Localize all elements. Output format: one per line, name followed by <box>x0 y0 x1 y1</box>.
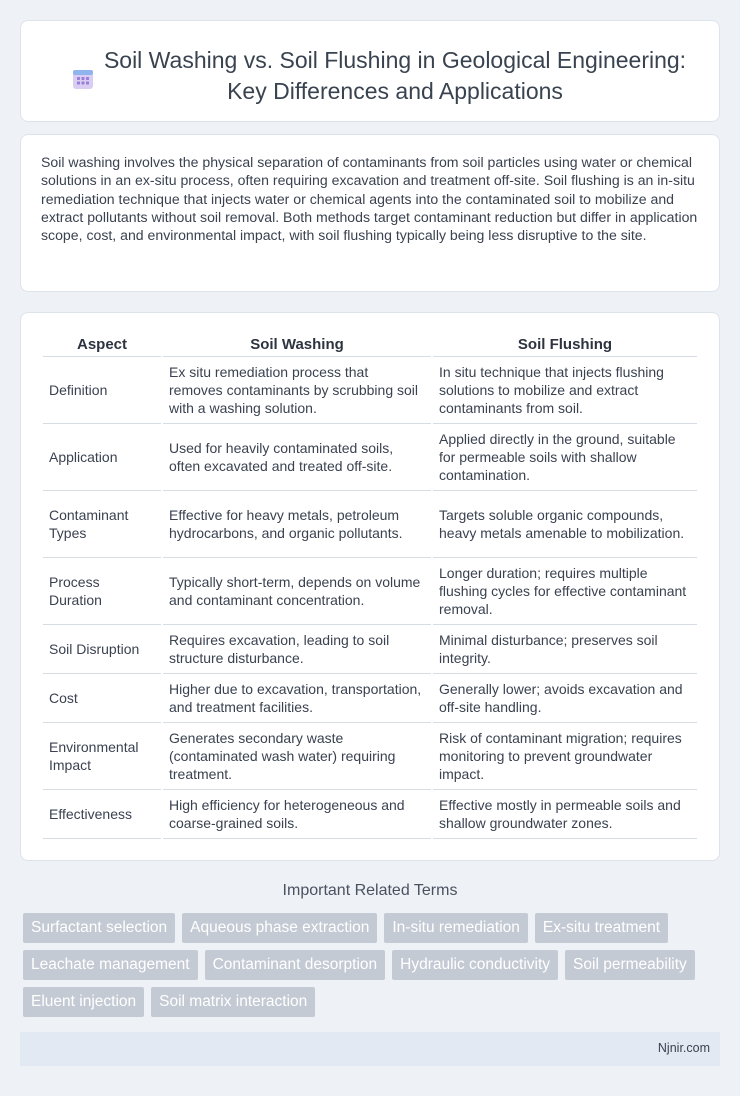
page-title: Soil Washing vs. Soil Flushing in Geological Engineering: Key Differences and Applications <box>103 47 687 104</box>
header-soil-washing: Soil Washing <box>163 333 431 357</box>
row-aspect: Definition <box>43 357 161 424</box>
row-soil-flushing: In situ technique that injects flushing solutions to mobilize and extract contaminants from soil. <box>433 357 697 424</box>
table-row <box>43 723 697 790</box>
table-row <box>43 625 697 674</box>
row-aspect: Environmental Impact <box>43 723 161 790</box>
row-soil-flushing: Risk of contaminant migration; requires monitoring to prevent groundwater impact. <box>433 723 697 790</box>
row-soil-flushing: Applied directly in the ground, suitable for permeable soils with shallow contamination. <box>433 424 697 491</box>
row-soil-washing: Generates secondary waste (contaminated wash water) requiring treatment. <box>163 723 431 790</box>
related-term-tag[interactable]: Leachate management <box>23 950 198 980</box>
row-soil-washing: Higher due to excavation, transportation, and treatment facilities. <box>163 674 431 723</box>
intro-card <box>20 134 720 292</box>
row-soil-flushing: Effective mostly in permeable soils and shallow groundwater zones. <box>433 790 697 839</box>
row-soil-washing: Ex situ remediation process that removes contaminants by scrubbing soil with a washing solution. <box>163 357 431 424</box>
row-soil-flushing: Minimal disturbance; preserves soil integrity. <box>433 625 697 674</box>
related-term-tag[interactable]: Ex-situ treatment <box>535 913 668 943</box>
footer <box>20 1032 720 1066</box>
related-terms-heading: Important Related Terms <box>282 882 458 899</box>
header-soil-flushing: Soil Flushing <box>433 333 697 357</box>
row-soil-flushing: Generally lower; avoids excavation and off-site handling. <box>433 674 697 723</box>
row-soil-washing: Typically short-term, depends on volume and contaminant concentration. <box>163 558 431 625</box>
row-aspect: Contaminant Types <box>43 491 161 558</box>
row-aspect: Effectiveness <box>43 790 161 839</box>
row-soil-washing: High efficiency for heterogeneous and coarse-grained soils. <box>163 790 431 839</box>
title-card <box>20 20 720 122</box>
comparison-card <box>20 312 720 861</box>
row-aspect: Cost <box>43 674 161 723</box>
related-term-tag[interactable]: Soil permeability <box>565 950 695 980</box>
table-row <box>43 674 697 723</box>
intro-paragraph: Soil washing involves the physical separation of contaminants from soil particles using water or chemical solutions in an ex-situ process, often requiring excavation and treatment off-site. Soil flushing is an in-situ remediation technique that injects water or chemical agents into the contaminated soil to mobilize and extract pollutants without soil removal. Both methods target contaminant reduction but differ in application scope, cost, and environmental impact, with soil flushing typically being less disruptive to the site. <box>41 154 698 244</box>
related-term-tag[interactable]: Aqueous phase extraction <box>182 913 377 943</box>
row-soil-washing: Used for heavily contaminated soils, often excavated and treated off-site. <box>163 424 431 491</box>
table-header-row <box>43 333 697 357</box>
table-row <box>43 424 697 491</box>
row-soil-flushing: Targets soluble organic compounds, heavy metals amenable to mobilization. <box>433 491 697 558</box>
related-terms-list <box>23 913 723 1017</box>
related-term-tag[interactable]: Contaminant desorption <box>205 950 386 980</box>
related-term-tag[interactable]: Hydraulic conductivity <box>392 950 558 980</box>
row-soil-flushing: Longer duration; requires multiple flushing cycles for effective contaminant removal. <box>433 558 697 625</box>
comparison-table <box>41 333 699 839</box>
footer-site-link[interactable]: Njnir.com <box>657 1041 710 1055</box>
related-term-tag[interactable]: Soil matrix interaction <box>151 987 315 1017</box>
table-row <box>43 558 697 625</box>
related-term-tag[interactable]: Surfactant selection <box>23 913 175 943</box>
row-soil-washing: Effective for heavy metals, petroleum hydrocarbons, and organic pollutants. <box>163 491 431 558</box>
table-row <box>43 357 697 424</box>
header-aspect: Aspect <box>43 333 161 357</box>
related-term-tag[interactable]: Eluent injection <box>23 987 144 1017</box>
table-row <box>43 790 697 839</box>
row-aspect: Soil Disruption <box>43 625 161 674</box>
row-soil-washing: Requires excavation, leading to soil structure disturbance. <box>163 625 431 674</box>
row-aspect: Application <box>43 424 161 491</box>
table-row <box>43 491 697 558</box>
related-term-tag[interactable]: In-situ remediation <box>384 913 528 943</box>
row-aspect: Process Duration <box>43 558 161 625</box>
